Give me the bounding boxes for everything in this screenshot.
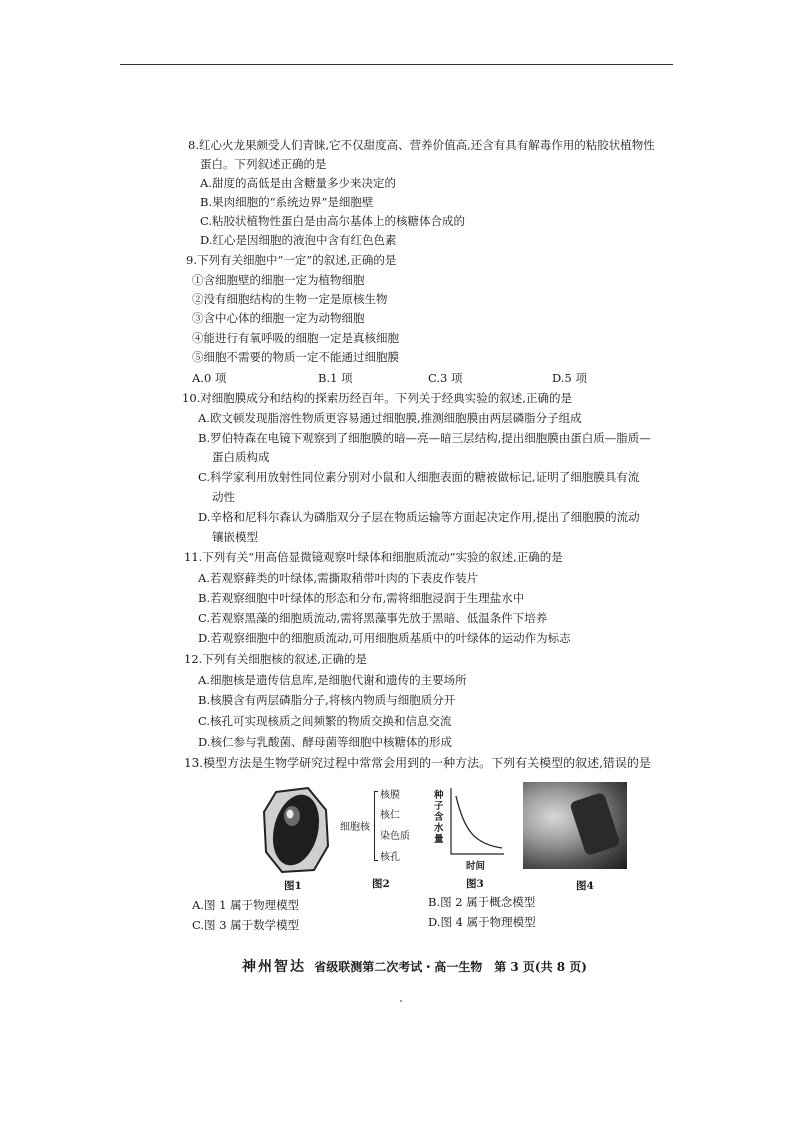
q12-option-c: C.核孔可实现核质之间频繁的物质交换和信息交流 (198, 714, 452, 728)
q9-item-5: ⑤细胞不需要的物质一定不能通过细胞膜 (192, 350, 399, 364)
q11-option-c: C.若观察黑藻的细胞质流动,需将黑藻事先放于黑暗、低温条件下培养 (198, 611, 548, 625)
figure-4-caption: 图4 (576, 880, 594, 892)
q11-stem: 11.下列有关“用高倍显微镜观察叶绿体和细胞质流动”实验的叙述,正确的是 (184, 550, 563, 564)
q10-option-b-line2: 蛋白质构成 (212, 450, 270, 464)
q10-option-d-line2: 镶嵌模型 (212, 530, 258, 544)
q12-option-d: D.核仁参与乳酸菌、酵母菌等细胞中核糖体的形成 (198, 735, 452, 749)
q9-option-a: A.0 项 (192, 371, 227, 385)
q10-stem: 10.对细胞膜成分和结构的探索历经百年。下列关于经典实验的叙述,正确的是 (182, 391, 572, 405)
q9-item-3: ③含中心体的细胞一定为动物细胞 (192, 311, 365, 325)
q8-stem-line2: 蛋白。下列叙述正确的是 (200, 157, 327, 171)
figure-1-cell-model (262, 786, 332, 874)
scan-speck (400, 1000, 402, 1002)
q12-option-b: B.核膜含有两层磷脂分子,将核内物质与细胞质分开 (198, 693, 456, 707)
figure-4-photo (523, 782, 627, 869)
figure-2-bracket (374, 791, 378, 861)
figure-3-caption: 图3 (466, 878, 484, 890)
q9-option-b: B.1 项 (318, 371, 353, 385)
q8-option-c: C.粘胶状植物性蛋白是由高尔基体上的核糖体合成的 (200, 214, 466, 228)
figure-3-axes (448, 786, 506, 858)
q11-option-d: D.若观察细胞中的细胞质流动,可用细胞质基质中的叶绿体的运动作为标志 (198, 631, 571, 645)
q9-item-1: ①含细胞壁的细胞一定为植物细胞 (192, 273, 365, 287)
q10-option-c-line2: 动性 (212, 490, 235, 504)
q9-option-c: C.3 项 (428, 371, 463, 385)
figure-3-ylabel: 种子含水量 (434, 790, 444, 845)
q8-stem-line1: 8.红心火龙果颇受人们青睐,它不仅甜度高、营养价值高,还含有具有解毒作用的粘胶状植物性 (188, 138, 655, 152)
page-footer (242, 956, 587, 976)
q13-option-a: A.图 1 属于物理模型 (192, 898, 300, 912)
q10-option-a: A.欧文顿发现脂溶性物质更容易通过细胞膜,推测细胞膜由两层磷脂分子组成 (198, 411, 582, 425)
q13-option-c: C.图 3 属于数学模型 (192, 918, 300, 932)
q9-stem: 9.下列有关细胞中“一定”的叙述,正确的是 (186, 253, 397, 267)
q10-option-c-line1: C.科学家利用放射性同位素分别对小鼠和人细胞表面的糖被做标记,证明了细胞膜具有流 (198, 470, 640, 484)
q11-option-a: A.若观察藓类的叶绿体,需撕取稍带叶肉的下表皮作装片 (198, 571, 479, 585)
figure-2-branch-3: 染色质 (380, 831, 410, 842)
q13-stem: 13.模型方法是生物学研究过程中常常会用到的一种方法。下列有关模型的叙述,错误的是 (184, 756, 651, 770)
q13-option-b: B.图 2 属于概念模型 (428, 895, 536, 909)
q8-option-a: A.甜度的高低是由含糖量多少来决定的 (200, 176, 396, 190)
q9-option-d: D.5 项 (552, 371, 587, 385)
figure-2-caption: 图2 (372, 878, 390, 890)
q13-option-d: D.图 4 属于物理模型 (428, 915, 536, 929)
figure-2-concept-model (340, 786, 425, 866)
q9-item-2: ②没有细胞结构的生物一定是原核生物 (192, 292, 388, 306)
q8-option-b: B.果肉细胞的“系统边界”是细胞壁 (200, 195, 374, 209)
footer-brand: 神州智达 (242, 959, 306, 975)
q10-option-d-line1: D.辛格和尼科尔森认为磷脂双分子层在物质运输等方面起决定作用,提出了细胞膜的流动 (198, 510, 640, 524)
footer-text: 省级联测第二次考试・高一生物 第 3 页(共 8 页) (314, 960, 587, 974)
figure-2-branch-4: 核孔 (380, 852, 400, 863)
figure-2-root: 细胞核 (340, 822, 370, 833)
figure-2-branch-2: 核仁 (380, 810, 400, 821)
figure-3-math-model (434, 786, 506, 872)
q11-option-b: B.若观察细胞中叶绿体的形态和分布,需将细胞浸润于生理盐水中 (198, 591, 525, 605)
header-rule (120, 64, 673, 65)
q12-stem: 12.下列有关细胞核的叙述,正确的是 (184, 652, 367, 666)
q10-option-b-line1: B.罗伯特森在电镜下观察到了细胞膜的暗—亮—暗三层结构,提出细胞膜由蛋白质—脂质— (198, 431, 651, 445)
figure-4-structure (569, 792, 621, 856)
figure-2-branch-1: 核膜 (380, 790, 400, 801)
figure-3-xlabel: 时间 (466, 861, 486, 872)
q12-option-a: A.细胞核是遗传信息库,是细胞代谢和遗传的主要场所 (198, 673, 467, 687)
q9-item-4: ④能进行有氧呼吸的细胞一定是真核细胞 (192, 331, 399, 345)
q8-option-d: D.红心是因细胞的液泡中含有红色色素 (200, 233, 397, 247)
figure-1-caption: 图1 (284, 880, 302, 892)
